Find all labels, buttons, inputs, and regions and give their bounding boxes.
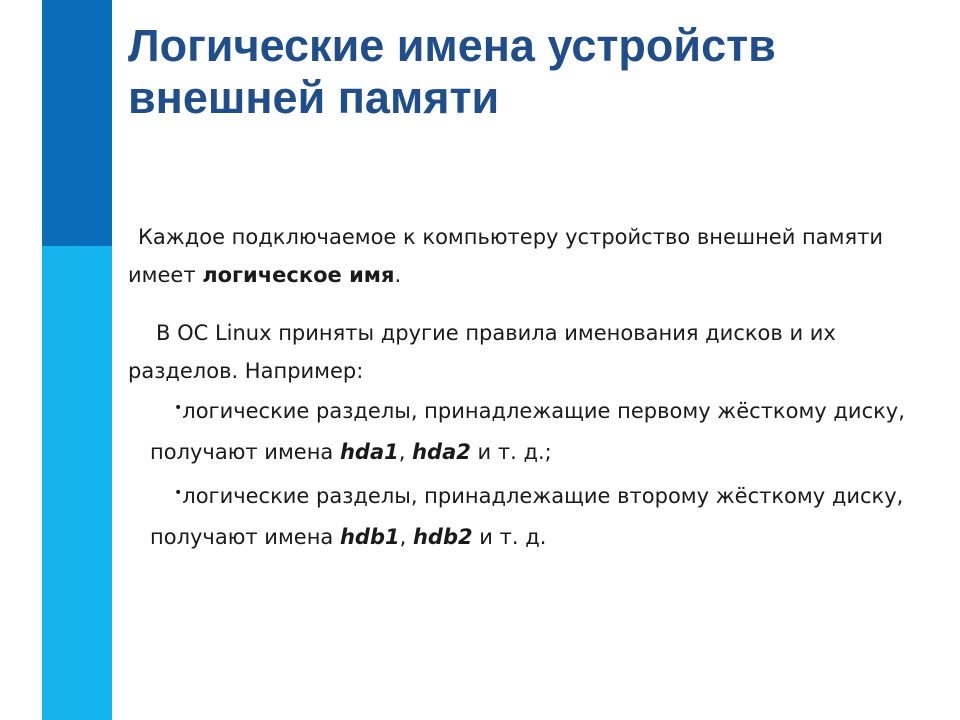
device-name-hda1: hda1 bbox=[339, 440, 399, 464]
device-name-hdb1: hdb1 bbox=[339, 525, 400, 549]
device-name-hda2: hda2 bbox=[412, 440, 471, 464]
bullet-2-end: и т. д. bbox=[472, 525, 547, 549]
bullet-marker: • bbox=[174, 485, 183, 501]
accent-bar-dark bbox=[42, 0, 112, 246]
title-line-1: Логические имена устройств bbox=[128, 20, 776, 71]
bullet-item-second-disk bbox=[150, 477, 928, 556]
paragraph-1-text: Каждое подключаемое к компьютеру устройство внешней памяти имеет bbox=[128, 225, 884, 287]
slide-body bbox=[128, 218, 928, 556]
bullet-2-text: логические разделы, принадлежащие второму жёсткому диску, получают имена bbox=[150, 484, 904, 549]
device-name-hdb2: hdb2 bbox=[412, 525, 473, 549]
bullet-marker: • bbox=[174, 400, 183, 416]
paragraph-1-end: . bbox=[394, 263, 402, 287]
bullet-1-sep: , bbox=[398, 440, 413, 464]
paragraph-logical-name bbox=[128, 218, 928, 294]
bullet-1-text: логические разделы, принадлежащие первому жёсткому диску, получают имена bbox=[150, 399, 905, 464]
logical-name-term: логическое имя bbox=[202, 263, 395, 287]
accent-bar-light bbox=[42, 246, 112, 720]
bullet-1-end: и т. д.; bbox=[470, 440, 552, 464]
bullet-2-sep: , bbox=[399, 525, 413, 549]
title-line-2: внешней памяти bbox=[128, 72, 500, 123]
slide-title bbox=[128, 20, 928, 124]
bullet-item-first-disk bbox=[150, 392, 928, 471]
paragraph-linux: В ОС Linux приняты другие правила именования дисков и их разделов. Например: bbox=[128, 321, 836, 383]
